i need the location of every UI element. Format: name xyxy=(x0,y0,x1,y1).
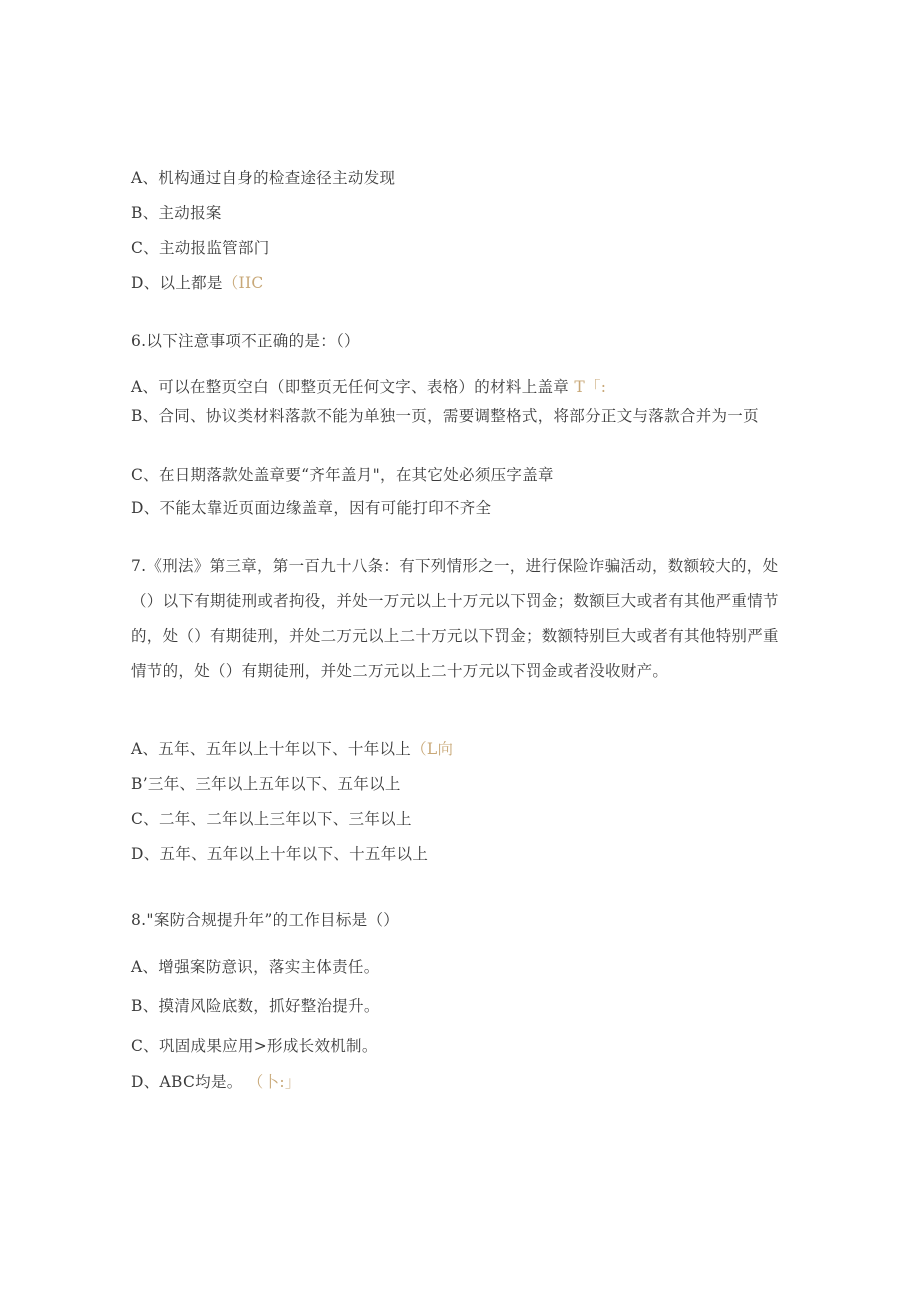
q6-stem: 6.以下注意事项不正确的是：（） xyxy=(131,332,360,350)
q8-option-a: A、增强案防意识，落实主体责任。 xyxy=(131,958,380,976)
q8-answer-mark: （卜:」 xyxy=(247,1073,301,1091)
q8-option-b: B、摸清风险底数，抓好整治提升。 xyxy=(131,997,380,1015)
q5-option-b: B、主动报案 xyxy=(131,204,222,222)
q7-option-a xyxy=(131,738,453,760)
q5-option-c: C、主动报监管部门 xyxy=(131,239,270,257)
q7-option-a-text: A、五年、五年以上十年以下、十年以上 xyxy=(131,740,412,758)
q6-option-d: D、不能太靠近页面边缘盖章，因有可能打印不齐全 xyxy=(131,499,492,517)
q6-option-a-text: A、可以在整页空白（即整页无任何文字、表格）的材料上盖章 xyxy=(131,378,570,396)
q5-option-a: A、机构通过自身的检查途径主动发现 xyxy=(131,169,396,187)
q6-option-b: B、合同、协议类材料落款不能为单独一页，需要调整格式，将部分正文与落款合并为一页 xyxy=(131,407,759,425)
q7-answer-mark: （L向 xyxy=(411,740,454,758)
q7-option-b: B’三年、三年以上五年以下、五年以上 xyxy=(131,775,401,793)
q6-option-c: C、在日期落款处盖章要“齐年盖月"，在其它处必须压字盖章 xyxy=(131,466,554,484)
q8-option-d-text: D、ABC均是。 xyxy=(131,1073,243,1091)
q5-option-d xyxy=(131,272,264,294)
q8-option-c: C、巩固成果应用>形成长效机制。 xyxy=(131,1037,378,1055)
q6-option-a xyxy=(131,376,606,398)
q5-answer-mark: （IIC xyxy=(222,274,264,292)
q8-stem: 8."案防合规提升年”的工作目标是（） xyxy=(131,911,400,929)
q8-option-d xyxy=(131,1071,301,1093)
q7-option-d: D、五年、五年以上十年以下、十五年以上 xyxy=(131,845,429,863)
q5-option-d-text: D、以上都是 xyxy=(131,274,223,292)
q7-option-c: C、二年、二年以上三年以下、三年以上 xyxy=(131,810,412,828)
q7-stem: 7.《刑法》第三章，第一百九十八条：有下列情形之一，进行保险诈骗活动，数额较大的，处（）以下有期徒刑或者拘役，并处一万元以上十万元以下罚金；数额巨大或者有其他严重情节的，处（）有期徒刑，并处二万元以上二十万元以下罚金；数额特别巨大或者有其他特别严重情节的，处（）有期徒刑，并处二万元以上二十万元以下罚金或者没收财产。 xyxy=(131,557,779,680)
q6-answer-mark: T「: xyxy=(574,378,607,396)
